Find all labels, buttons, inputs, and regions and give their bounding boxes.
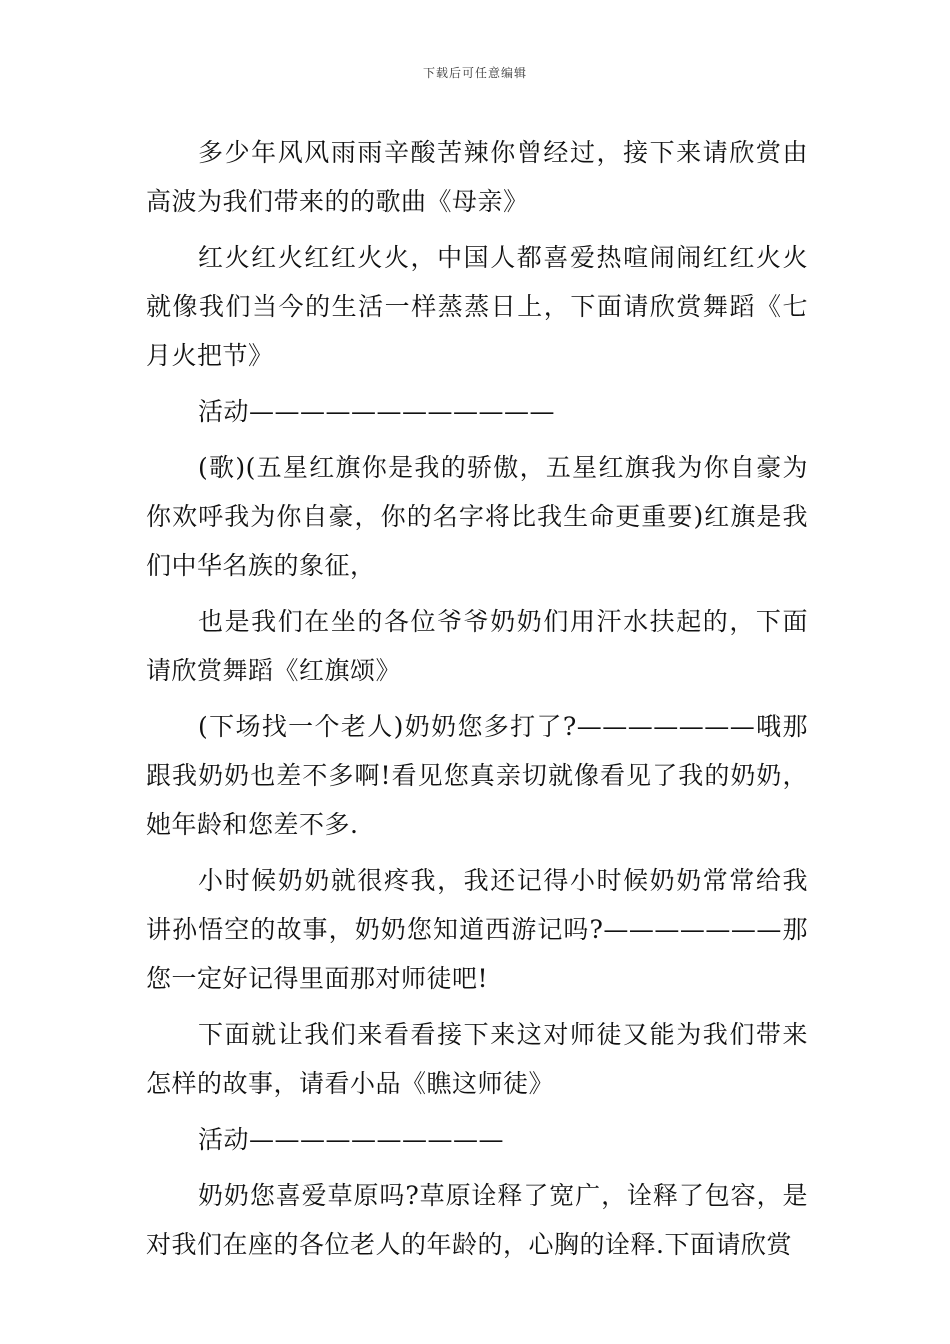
page-header-note: 下载后可任意编辑: [422, 66, 527, 80]
paragraph-2: 红火红火红红火火，中国人都喜爱热喧闹闹红红火火就像我们当今的生活一样蒸蒸日上，下面请欣赏舞蹈《七月火把节》: [146, 243, 808, 370]
paragraph-1: 多少年风风雨雨辛酸苦辣你曾经过，接下来请欣赏由高波为我们带来的的歌曲《母亲》: [146, 138, 808, 216]
paragraph-7: 小时候奶奶就很疼我，我还记得小时候奶奶常常给我讲孙悟空的故事，奶奶您知道西游记吗?———————那您一定好记得里面那对师徒吧!: [146, 866, 808, 993]
paragraph-10: 奶奶您喜爱草原吗?草原诠释了宽广，诠释了包容，是对我们在座的各位老人的年龄的，心胸的诠释.下面请欣赏: [146, 1181, 808, 1259]
paragraph-3: 活动————————————: [198, 397, 556, 426]
paragraph-4: (歌)(五星红旗你是我的骄傲，五星红旗我为你自豪为你欢呼我为你自豪，你的名字将比我生命更重要)红旗是我们中华名族的象征，: [146, 453, 808, 580]
paragraph-8: 下面就让我们来看看接下来这对师徒又能为我们带来怎样的故事，请看小品《瞧这师徒》: [146, 1020, 808, 1098]
paragraph-6: (下场找一个老人)奶奶您多打了?———————哦那跟我奶奶也差不多啊!看见您真亲切就像看见了我的奶奶，她年龄和您差不多.: [146, 712, 808, 839]
paragraph-5: 也是我们在坐的各位爷爷奶奶们用汗水扶起的，下面请欣赏舞蹈《红旗颂》: [146, 607, 808, 685]
paragraph-9: 活动——————————: [198, 1125, 505, 1154]
document-body: [146, 128, 808, 1276]
